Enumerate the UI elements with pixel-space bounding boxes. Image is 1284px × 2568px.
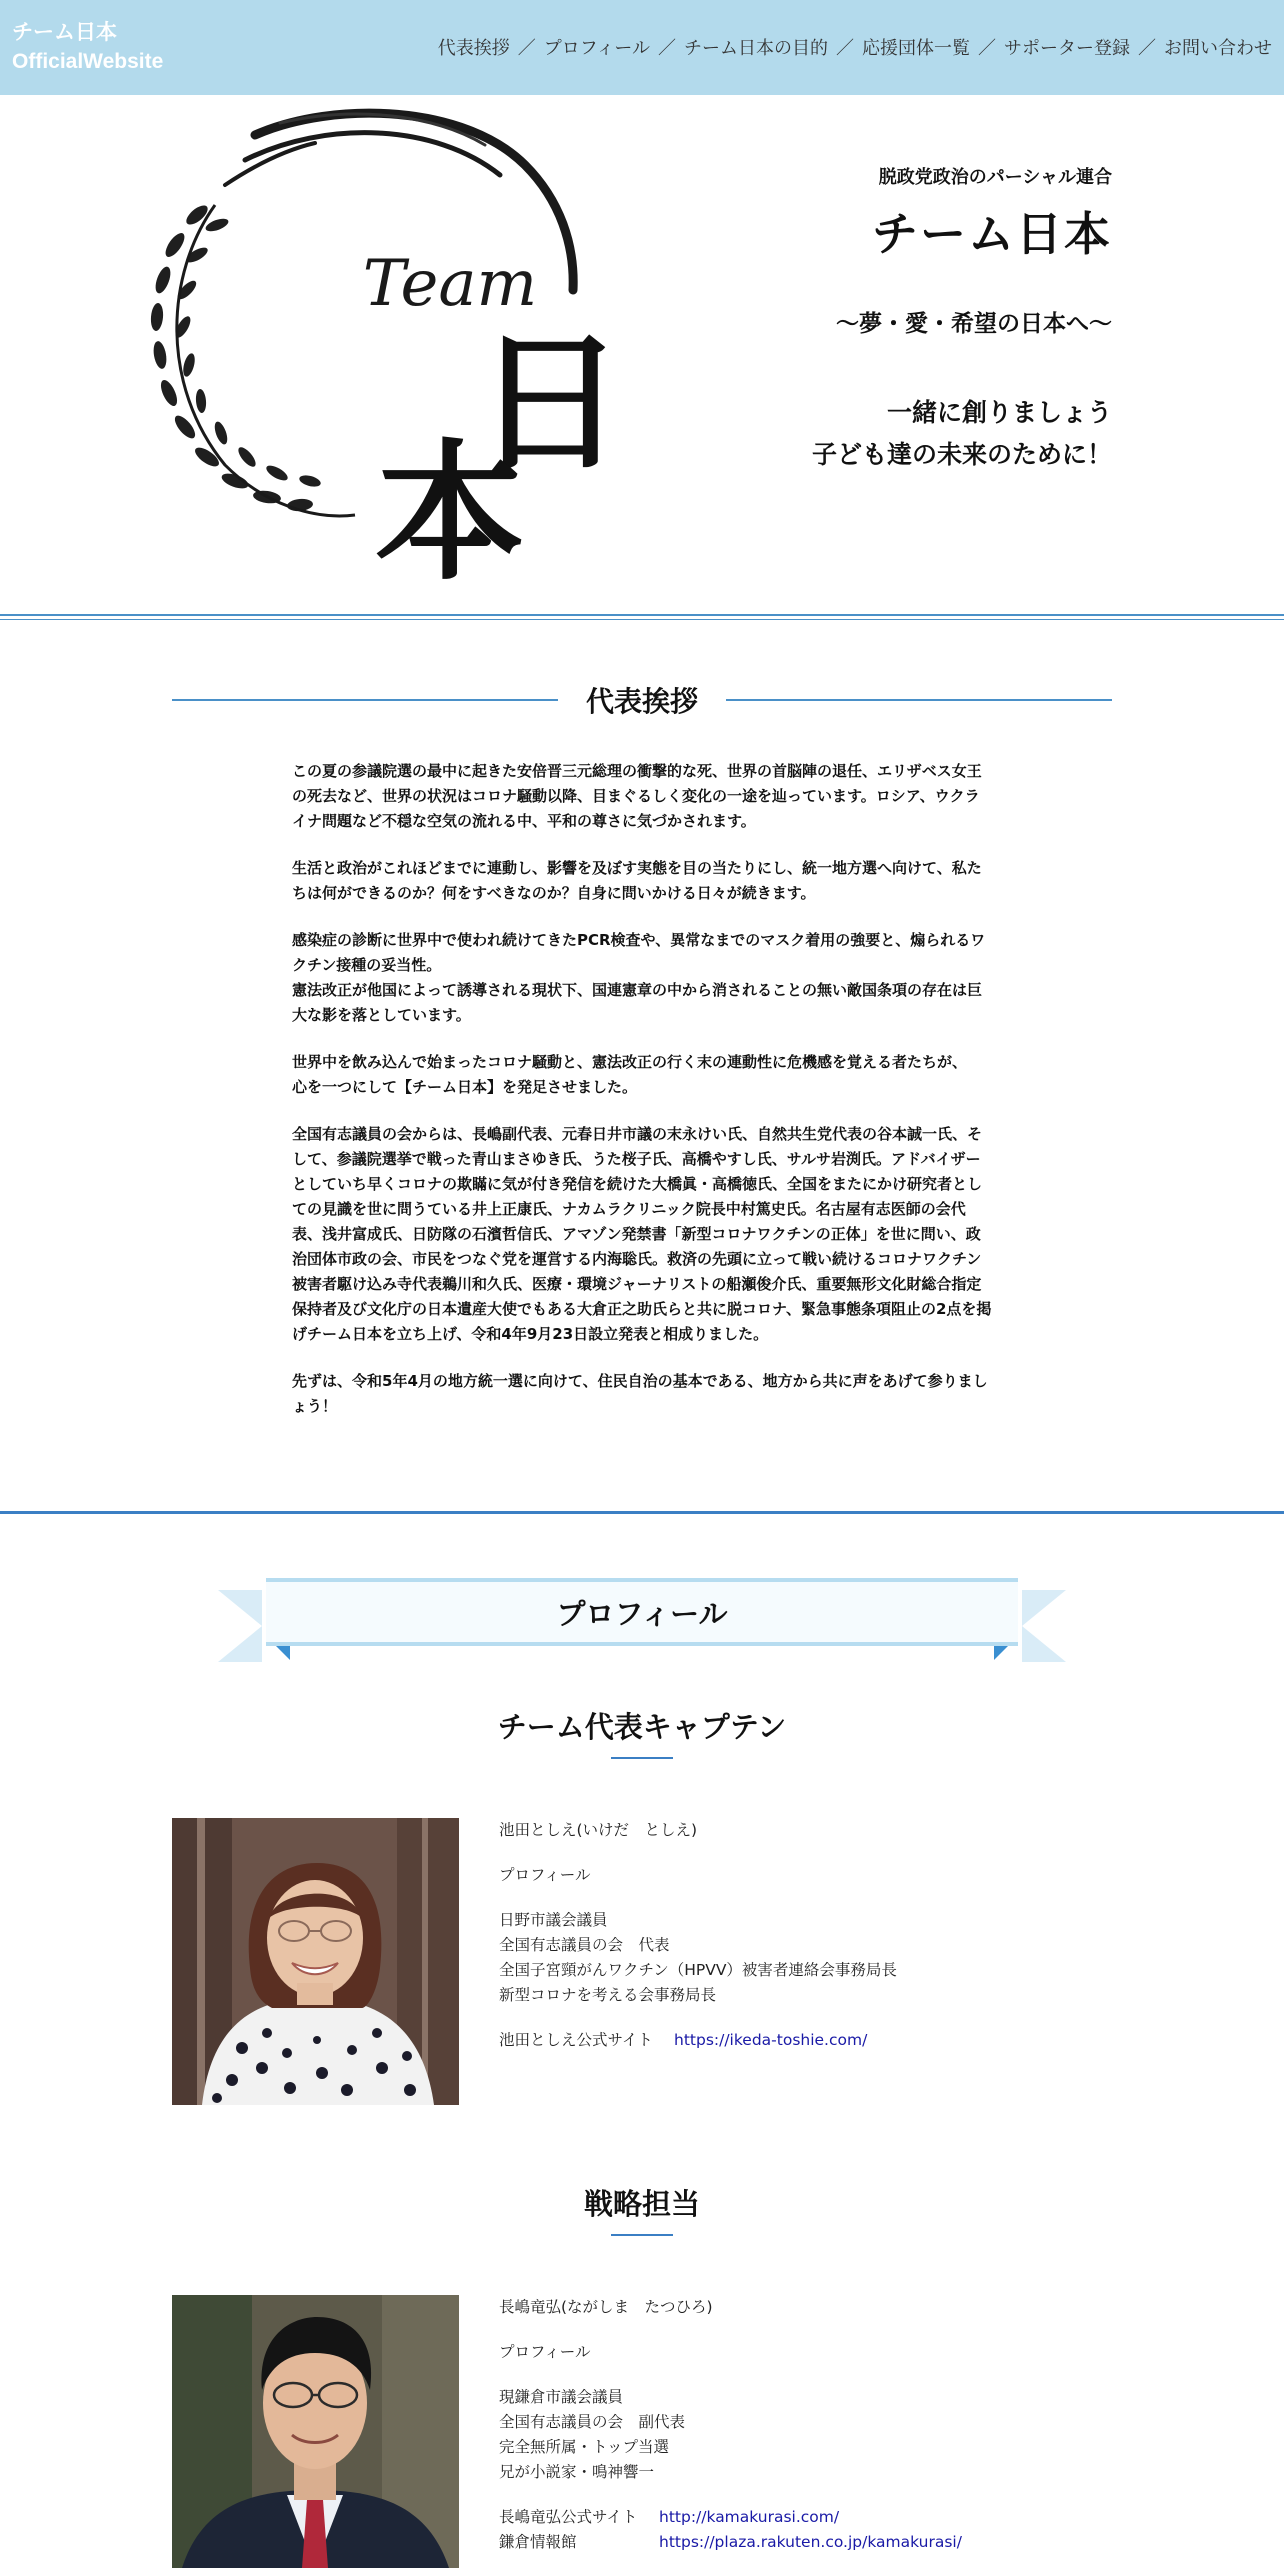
- nav-separator: ／: [1138, 38, 1156, 59]
- nagashima-official-site-link[interactable]: http://kamakurasi.com/: [659, 2508, 840, 2526]
- section-divider: [0, 614, 1284, 620]
- portrait-nagashima: [172, 2295, 459, 2568]
- link-label: 鎌倉情報館: [499, 2533, 577, 2551]
- profile-banner-text: プロフィール: [556, 1597, 728, 1631]
- portrait-ikeda: [172, 1818, 459, 2105]
- greeting-heading-text: 代表挨拶: [585, 685, 698, 718]
- greeting-paragraph: 感染症の診断に世界中で使われ続けてきたPCR検査や、異常なまでのマスク着用の強要と、煽られるワクチン接種の妥当性。 憲法改正が他国によって誘導される現状下、国連憲章の中から消されることの無い敵国条項の存在は巨大な影を落としています。: [292, 931, 986, 1024]
- ribbon-wing-left: [218, 1590, 262, 1662]
- nav-greeting[interactable]: 代表挨拶: [437, 38, 510, 59]
- hero-message-line2: 子ども達の未来のために！: [811, 440, 1112, 469]
- member-name: 池田としえ(いけだ としえ): [499, 1821, 698, 1839]
- link-label: 長嶋竜弘公式サイト: [499, 2508, 638, 2526]
- member-post: 新型コロナを考える会事務局長: [499, 1986, 717, 2004]
- role-title-strategy: 戦略担当: [583, 2187, 700, 2221]
- member-post: 現鎌倉市議会議員: [499, 2388, 624, 2406]
- ikeda-official-site-link[interactable]: https://ikeda-toshie.com/: [674, 2031, 868, 2049]
- role-title-underline: [611, 2234, 673, 2236]
- logo-team-text: Team: [362, 247, 538, 321]
- nav-profile[interactable]: プロフィール: [543, 38, 650, 59]
- official-site-row: [499, 2028, 897, 2053]
- greeting-paragraph: 先ずは、令和5年4月の地方統一選に向けて、住民自治の基本である、地方から共に声をあげて参りましょう！: [292, 1372, 988, 1415]
- greeting-paragraph: この夏の参議院選の最中に起きた安倍晋三元総理の衝撃的な死、世界の首脳陣の退任、エリザベス女王の死去など、世界の状況はコロナ騒動以降、目まぐるしく変化の一途を辿っています。ロシア、ウクライナ問題など不穏な空気の流れる中、平和の尊さに気づかされます。: [292, 762, 982, 830]
- ribbon-band: [266, 1578, 1018, 1646]
- greeting-heading: [172, 678, 1112, 722]
- role-title-underline: [611, 1757, 673, 1759]
- nav-supporters-list[interactable]: 応援団体一覧: [862, 38, 970, 59]
- portrait-photo: [172, 1818, 459, 2105]
- heading-rule-right: [726, 699, 1112, 701]
- member-post: 日野市議会議員: [499, 1911, 608, 1929]
- rice-wreath-logo-image: [105, 105, 665, 585]
- profile-label: プロフィール: [499, 1866, 591, 1884]
- nav-purpose[interactable]: チーム日本の目的: [684, 38, 828, 59]
- brand-title: チーム日本: [12, 21, 117, 44]
- member-post: 完全無所属・トップ当選: [499, 2438, 670, 2456]
- hero-subtitle: 脱政党政治のパーシャル連合: [878, 167, 1112, 188]
- greeting-paragraph: 全国有志議員の会からは、長嶋副代表、元春日井市議の末永けい氏、自然共生党代表の谷本誠一氏、そして、参議院選挙で戦った青山まさゆき氏、うた桜子氏、高橋やすし氏、サルサ岩渕氏。アドバイザーとしていち早くコロナの欺瞞に気が付き発信を続けた大橋眞・高橋徳氏、全国をまたにかけ研究者としての見識を世に問うている井上正康氏、ナカムラクリニック院長中村篤史氏。名古屋有志医師の会代表、浅井富成氏、日防隊の石濱哲信氏、アマゾン発禁書「新型コロナワクチンの正体」を世に問い、政治団体市政の会、市民をつなぐ党を運営する内海聡氏。救済の先頭に立って戦い続けるコロナワクチン被害者駆け込み寺代表鵜川和久氏、医療・環境ジャーナリストの船瀬俊介氏、重要無形文化財総合指定保持者及び文化庁の日本遺産大使でもある大倉正之助氏らと共に脱コロナ、緊急事態条項阻止の2点を掲げチーム日本を立ち上げ、令和4年9月23日設立発表と相成りました。: [292, 1125, 992, 1343]
- site-brand[interactable]: [12, 18, 163, 76]
- link-label: 池田としえ公式サイト: [499, 2031, 653, 2049]
- profile-label: プロフィール: [499, 2343, 591, 2361]
- logo-kanji-nichi: 日: [474, 315, 626, 491]
- main-nav: [438, 34, 1272, 60]
- hero-message-line1: 一緒に創りましょう: [886, 398, 1112, 427]
- nav-supporter-signup[interactable]: サポーター登録: [1004, 38, 1130, 59]
- brand-subtitle: OfficialWebsite: [12, 50, 164, 73]
- profile-banner: [218, 1578, 1066, 1662]
- site-header: [0, 0, 1284, 95]
- team-japan-logo: [105, 105, 665, 585]
- nav-contact[interactable]: お問い合わせ: [1164, 38, 1272, 59]
- portrait-photo: [172, 2295, 459, 2568]
- nav-separator: ／: [658, 38, 676, 59]
- member-post: 兄が小説家・鳴神響一: [499, 2463, 655, 2481]
- hero-tagline: ～夢・愛・希望の日本へ～: [836, 311, 1112, 337]
- ribbon-wing-right: [1022, 1590, 1066, 1662]
- nav-separator: ／: [517, 38, 536, 59]
- kamakura-info-link[interactable]: https://plaza.rakuten.co.jp/kamakurasi/: [659, 2533, 962, 2551]
- official-site-row: [499, 2505, 962, 2530]
- section-divider: [0, 1511, 1284, 1514]
- role-title-captain: チーム代表キャプテン: [497, 1710, 787, 1744]
- greeting-body: [292, 759, 992, 1441]
- nav-separator: ／: [978, 38, 996, 59]
- nav-separator: ／: [836, 38, 854, 59]
- member-post: 全国子宮頸がんワクチン（HPVV）被害者連絡会事務局長: [499, 1961, 897, 1979]
- greeting-paragraph: 世界中を飲み込んで始まったコロナ騒動と、憲法改正の行く末の連動性に危機感を覚える者たちが、 心を一つにして【チーム日本】を発足させました。: [292, 1053, 968, 1096]
- hero-title: チーム日本: [872, 207, 1112, 261]
- logo-kanji-hon: 本: [374, 425, 526, 585]
- member-post: 全国有志議員の会 副代表: [499, 2413, 686, 2431]
- greeting-paragraph: 生活と政治がこれほどまでに連動し、影響を及ぼす実態を目の当たりにし、統一地方選へ向けて、私たちは何ができるのか？何をすべきなのか？自身に問いかける日々が続きます。: [292, 859, 982, 902]
- bio-nagashima: [499, 2295, 962, 2555]
- bio-ikeda: [499, 1818, 897, 2053]
- member-post: 全国有志議員の会 代表: [499, 1936, 670, 1954]
- member-name: 長嶋竜弘(ながしま たつひろ): [499, 2298, 713, 2316]
- info-site-row: [499, 2530, 962, 2555]
